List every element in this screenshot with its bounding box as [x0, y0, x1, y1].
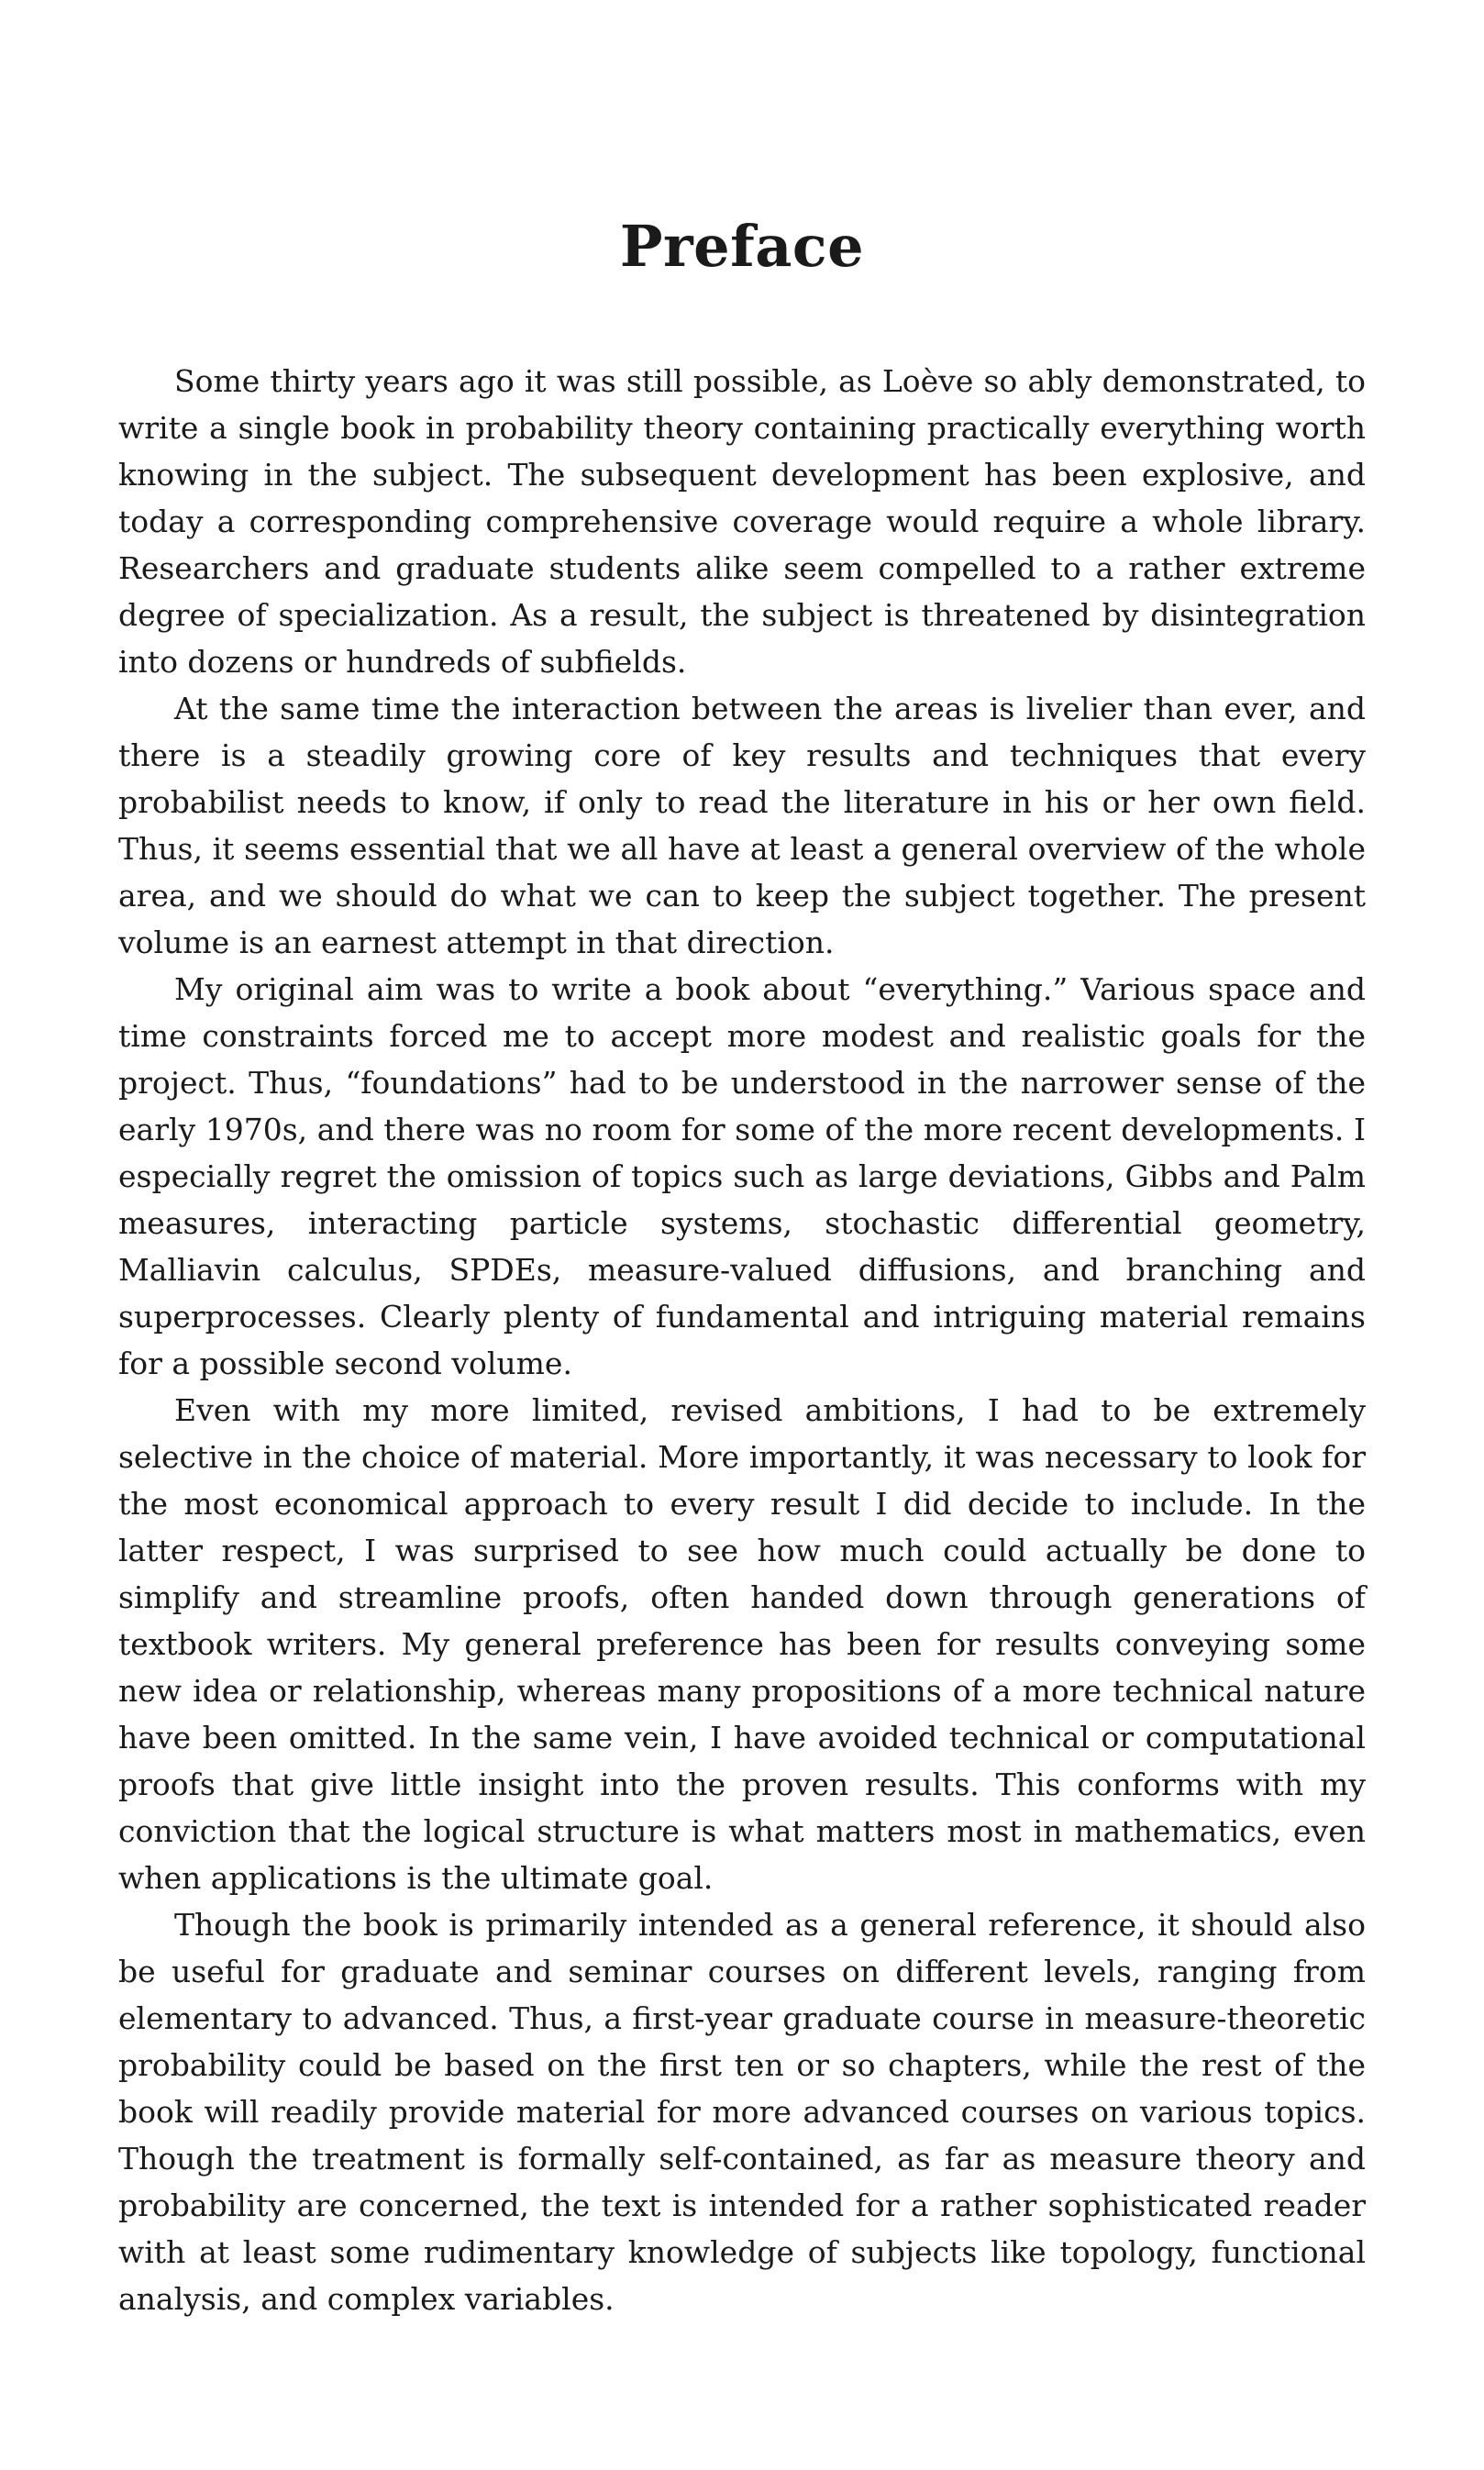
paragraph-2: At the same time the interaction between the areas is livelier than ever, and there is a steadily growing core of key results and techniques that every probabilist needs to know, if only to read the literature in his or her own field. Thus, it seems essential that we all have at least a general overview of the whole area, and we should do what we can to keep the subject together. The present volume is an earnest attempt in that direction.: [118, 691, 1366, 960]
paragraph-3: My original aim was to write a book about “everything.” Various space and time constraints forced me to accept more modest and realistic goals for the project. Thus, “foundations” had to be understood in the narrower sense of the early 1970s, and there was no room for some of the more recent developments. I especially regret the omission of topics such as large deviations, Gibbs and Palm measures, interacting particle systems, stochastic differential geometry, Malliavin calculus, SPDEs, measure-valued diffusions, and branching and superprocesses. Clearly plenty of fundamental and intriguing material remains for a possible second volume.: [118, 971, 1366, 1381]
preface-body: [118, 358, 1366, 2322]
paragraph-4: Even with my more limited, revised ambitions, I had to be extremely selective in the choice of material. More importantly, it was necessary to look for the most economical approach to every result I did decide to include. In the latter respect, I was surprised to see how much could actually be done to simplify and streamline proofs, often handed down through generations of textbook writers. My general preference has been for results conveying some new idea or relationship, whereas many propositions of a more technical nature have been omitted. In the same vein, I have avoided technical or computational proofs that give little insight into the proven results. This conforms with my conviction that the logical structure is what matters most in mathematics, even when applications is the ultimate goal.: [118, 1392, 1366, 1896]
paragraph-5: Though the book is primarily intended as a general reference, it should also be useful for graduate and seminar courses on different levels, ranging from elementary to advanced. Thus, a first-year graduate course in measure-theoretic probability could be based on the first ten or so chapters, while the rest of the book will readily provide material for more advanced courses on various topics. Though the treatment is formally self-contained, as far as measure theory and probability are concerned, the text is intended for a rather sophisticated reader with at least some rudimentary knowledge of subjects like topology, functional analysis, and complex variables.: [118, 1907, 1366, 2317]
paragraph-1: Some thirty years ago it was still possible, as Loève so ably demonstrated, to write a single book in probability theory containing practically everything worth knowing in the subject. The subsequent development has been explosive, and today a corresponding comprehensive coverage would require a whole library. Researchers and graduate students alike seem compelled to a rather extreme degree of specialization. As a result, the subject is threatened by disintegration into dozens or hundreds of subfields.: [118, 363, 1366, 680]
page-title: Preface: [619, 213, 865, 280]
